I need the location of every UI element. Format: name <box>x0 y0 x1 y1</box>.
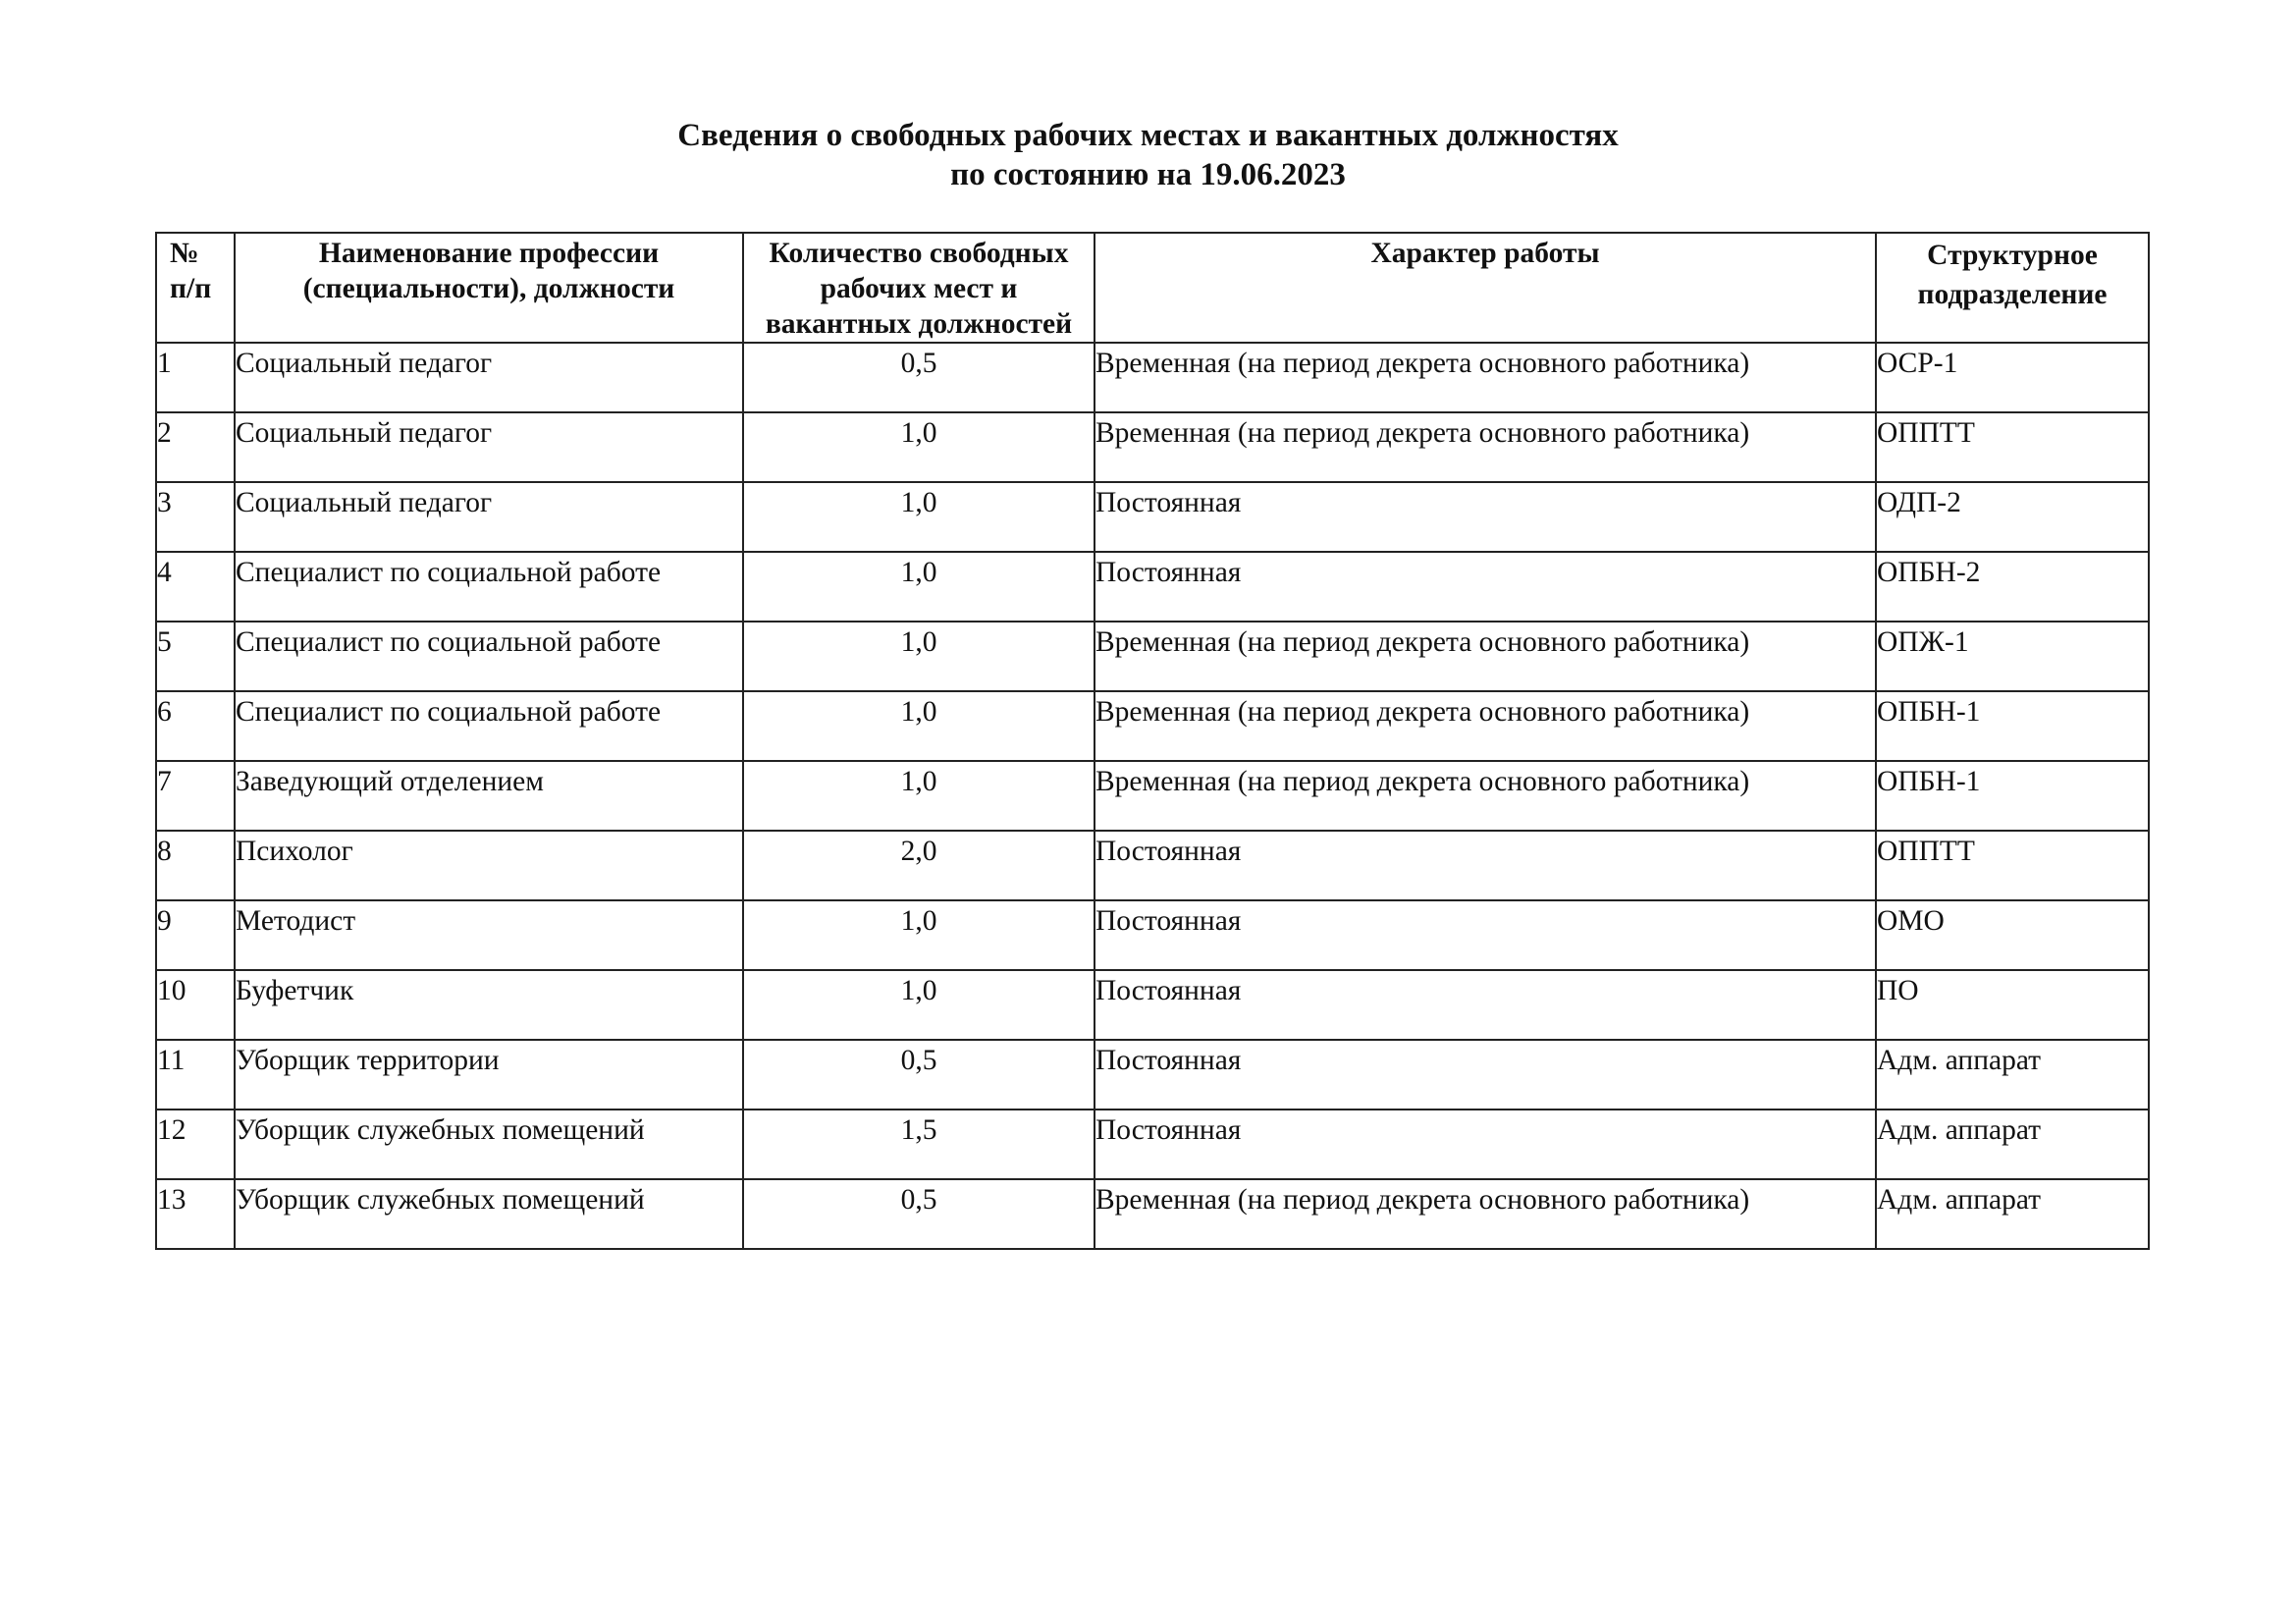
cell-work-character: Временная (на период декрета основного работника) <box>1095 691 1876 761</box>
cell-num: 1 <box>156 343 235 412</box>
cell-position-name: Специалист по социальной работе <box>235 691 743 761</box>
cell-num: 12 <box>156 1110 235 1179</box>
cell-num: 3 <box>156 482 235 552</box>
cell-department: ОДП-2 <box>1876 482 2149 552</box>
page-title-line1: Сведения о свободных рабочих местах и вакантных должностях <box>677 118 1619 153</box>
cell-quantity: 1,0 <box>743 761 1095 831</box>
page-title <box>0 116 2296 194</box>
cell-work-character: Временная (на период декрета основного работника) <box>1095 412 1876 482</box>
header-qty <box>743 233 1095 343</box>
cell-work-character: Временная (на период декрета основного работника) <box>1095 1179 1876 1249</box>
cell-department: ОПБН-1 <box>1876 691 2149 761</box>
cell-position-name: Социальный педагог <box>235 343 743 412</box>
cell-position-name: Уборщик служебных помещений <box>235 1110 743 1179</box>
cell-position-name: Специалист по социальной работе <box>235 552 743 622</box>
cell-department: ОППТТ <box>1876 412 2149 482</box>
cell-quantity: 2,0 <box>743 831 1095 900</box>
cell-num: 5 <box>156 622 235 691</box>
table-body <box>156 343 2149 1249</box>
cell-work-character: Временная (на период декрета основного работника) <box>1095 761 1876 831</box>
cell-quantity: 1,0 <box>743 622 1095 691</box>
cell-quantity: 1,0 <box>743 552 1095 622</box>
cell-position-name: Методист <box>235 900 743 970</box>
cell-work-character: Временная (на период декрета основного работника) <box>1095 343 1876 412</box>
table-row <box>156 970 2149 1040</box>
cell-position-name: Буфетчик <box>235 970 743 1040</box>
cell-quantity: 0,5 <box>743 343 1095 412</box>
cell-department: Адм. аппарат <box>1876 1040 2149 1110</box>
table-row <box>156 831 2149 900</box>
cell-work-character: Временная (на период декрета основного работника) <box>1095 622 1876 691</box>
cell-num: 8 <box>156 831 235 900</box>
cell-quantity: 0,5 <box>743 1040 1095 1110</box>
cell-department: ПО <box>1876 970 2149 1040</box>
cell-num: 4 <box>156 552 235 622</box>
header-name-line: Наименование профессии <box>318 238 660 269</box>
cell-quantity: 0,5 <box>743 1179 1095 1249</box>
header-qty-line: рабочих мест и <box>820 273 1018 304</box>
cell-quantity: 1,5 <box>743 1110 1095 1179</box>
cell-position-name: Психолог <box>235 831 743 900</box>
cell-position-name: Специалист по социальной работе <box>235 622 743 691</box>
cell-position-name: Социальный педагог <box>235 482 743 552</box>
header-character <box>1095 233 1876 343</box>
table-row <box>156 482 2149 552</box>
cell-num: 6 <box>156 691 235 761</box>
cell-department: ОПБН-2 <box>1876 552 2149 622</box>
table-row <box>156 412 2149 482</box>
cell-num: 11 <box>156 1040 235 1110</box>
header-qty-line: Количество свободных <box>769 238 1069 269</box>
table-header-row <box>156 233 2149 343</box>
cell-department: Адм. аппарат <box>1876 1110 2149 1179</box>
cell-work-character: Постоянная <box>1095 552 1876 622</box>
cell-num: 7 <box>156 761 235 831</box>
cell-work-character: Постоянная <box>1095 482 1876 552</box>
header-department-line: подразделение <box>1917 279 2108 310</box>
cell-department: ОПЖ-1 <box>1876 622 2149 691</box>
cell-department: ОСР-1 <box>1876 343 2149 412</box>
cell-num: 13 <box>156 1179 235 1249</box>
cell-quantity: 1,0 <box>743 691 1095 761</box>
cell-position-name: Уборщик территории <box>235 1040 743 1110</box>
header-name-line: (специальности), должности <box>302 273 675 304</box>
cell-department: ОМО <box>1876 900 2149 970</box>
cell-work-character: Постоянная <box>1095 970 1876 1040</box>
cell-position-name: Уборщик служебных помещений <box>235 1179 743 1249</box>
header-department <box>1876 233 2149 343</box>
header-department-line: Структурное <box>1927 240 2098 271</box>
cell-num: 2 <box>156 412 235 482</box>
cell-department: ОПБН-1 <box>1876 761 2149 831</box>
cell-quantity: 1,0 <box>743 412 1095 482</box>
cell-work-character: Постоянная <box>1095 831 1876 900</box>
table-row <box>156 343 2149 412</box>
cell-work-character: Постоянная <box>1095 1110 1876 1179</box>
cell-position-name: Заведующий отделением <box>235 761 743 831</box>
table-row <box>156 900 2149 970</box>
header-num-line: п/п <box>170 273 212 304</box>
cell-quantity: 1,0 <box>743 900 1095 970</box>
table-row <box>156 622 2149 691</box>
table-row <box>156 691 2149 761</box>
cell-quantity: 1,0 <box>743 970 1095 1040</box>
cell-work-character: Постоянная <box>1095 900 1876 970</box>
header-qty-line: вакантных должностей <box>765 308 1073 340</box>
cell-quantity: 1,0 <box>743 482 1095 552</box>
cell-position-name: Социальный педагог <box>235 412 743 482</box>
cell-num: 10 <box>156 970 235 1040</box>
cell-num: 9 <box>156 900 235 970</box>
table-row <box>156 1110 2149 1179</box>
header-num-line: № <box>170 238 199 269</box>
cell-work-character: Постоянная <box>1095 1040 1876 1110</box>
header-num <box>156 233 235 343</box>
table-row <box>156 761 2149 831</box>
table-row <box>156 552 2149 622</box>
header-name <box>235 233 743 343</box>
vacancies-table <box>155 232 2150 1250</box>
table-row <box>156 1040 2149 1110</box>
page-title-line2: по состоянию на 19.06.2023 <box>950 157 1346 192</box>
cell-department: ОППТТ <box>1876 831 2149 900</box>
table-row <box>156 1179 2149 1249</box>
cell-department: Адм. аппарат <box>1876 1179 2149 1249</box>
header-character-line: Характер работы <box>1370 238 1600 269</box>
